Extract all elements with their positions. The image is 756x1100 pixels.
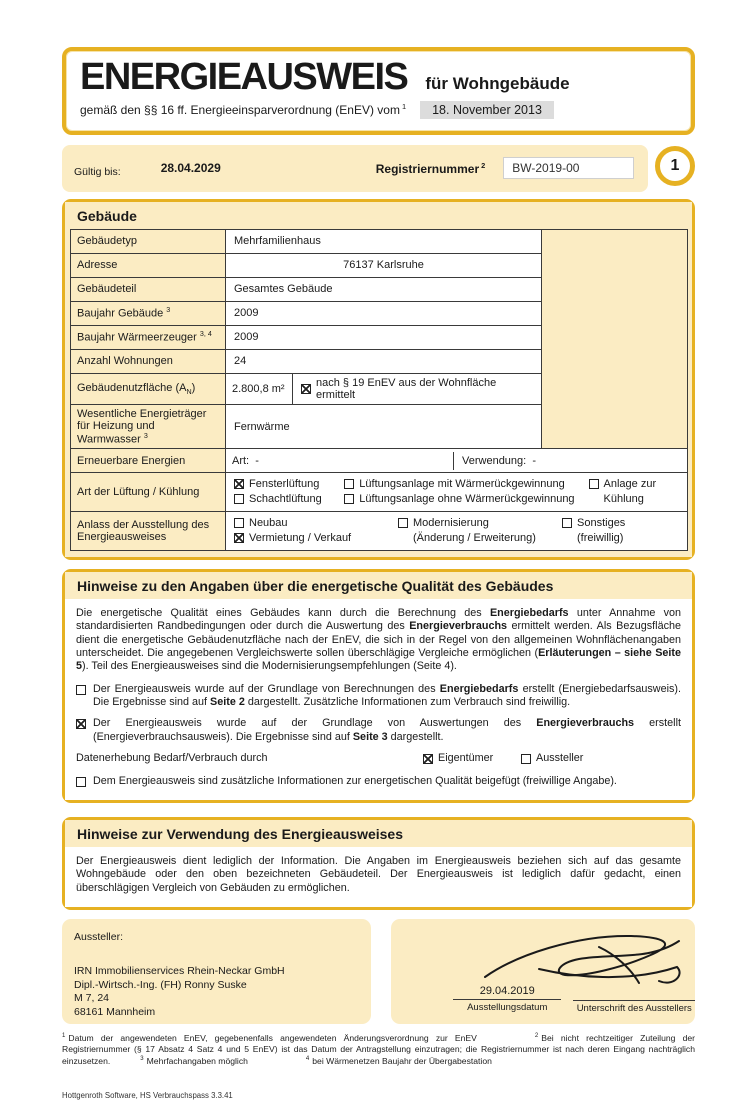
cooling-system-checkbox[interactable] <box>589 479 599 489</box>
footnote-3-num: 3 <box>140 1055 144 1062</box>
usage-notes-text: Der Energieausweis dient lediglich der Information. Die Angaben im Energieausweis beziehen sich auf das gesamte Wohngebäude oder den oben bezeichneten Gebäudeteil. Der Energieausweis ist lediglich dafür gedacht, einen überschlägigen Vergleich von Gebäuden zu ermöglichen. <box>76 854 681 894</box>
consumption-certificate-checkbox[interactable] <box>76 719 86 729</box>
footnote-ref-1: 1 <box>401 102 407 112</box>
quality-notes-intro: Die energetische Qualität eines Gebäudes kann durch die Berechnung des Energiebedarfs unter Annahme von standardisierten Randbedingungen oder durch die Auswertung des Energieverbrauchs ermittelt werden. Als Bezugsfläche dient die energetische Gebäudenutzfläche nach der EnEV, die sich in der Regel von den allgemeinen Wohnflächenangaben unterscheidet. Die angegebenen Vergleichswerte sollen überschlägige Vergleiche ermöglichen (Erläuterungen – siehe Seite 5). Teil des Energieausweises sind die Modernisierungsempfehlungen (Seite 4). <box>76 606 682 673</box>
ventilation-with-hr-checkbox[interactable] <box>344 479 354 489</box>
issuer-company: IRN Immobilienservices Rhein-Neckar GmbH <box>74 965 285 978</box>
demand-certificate-option: Der Energieausweis wurde auf der Grundlage von Berechnungen des Energiebedarfs erstellt (Energiebedarfsausweis). Die Ergebnisse sind auf Seite 2 dargestellt. Zusätzliche Informationen zum Verbrauch sind freiwillig. <box>76 683 681 710</box>
validity-strip <box>62 145 648 192</box>
footnote-ref-2: 2 <box>481 160 486 170</box>
footnote-3-text: Mehrfachangaben möglich <box>146 1055 248 1066</box>
building-part-label: Gebäudeteil <box>71 277 226 301</box>
window-ventilation-checkbox[interactable] <box>234 479 244 489</box>
usage-notes-title: Hinweise zur Verwendung des Energieausweises <box>65 820 692 847</box>
validity-row <box>62 145 695 192</box>
issuer-person: Dipl.-Wirtsch.-Ing. (FH) Ronny Suske <box>74 978 247 991</box>
valid-until-date: 28.04.2029 <box>160 161 221 176</box>
demand-certificate-checkbox[interactable] <box>76 685 86 695</box>
signature-image <box>481 927 691 993</box>
issuer-label: Aussteller: <box>74 931 124 944</box>
shaft-ventilation-checkbox[interactable] <box>234 494 244 504</box>
building-part-value: Gesamtes Gebäude <box>226 277 542 301</box>
building-section <box>62 199 695 560</box>
software-footer: Hottgenroth Software, HS Verbrauchspass 3.3.41 <box>62 1091 233 1100</box>
table-row <box>71 449 688 473</box>
signature-box <box>391 919 695 1024</box>
energy-carrier-value: Fernwärme <box>226 404 542 449</box>
energy-carrier-label: Wesentliche Energieträger für Heizung und Warmwasser $^3$ <box>71 404 226 449</box>
title-subtitle: für Wohngebäude <box>425 74 570 93</box>
apartment-count-label: Anzahl Wohnungen <box>71 349 226 373</box>
footnote-4-num: 4 <box>305 1055 310 1062</box>
ventilation-label: Art der Lüftung / Kühlung <box>71 473 226 512</box>
usable-area-method: nach § 19 EnEV aus der Wohnfläche ermittelt <box>292 374 541 404</box>
table-row: Art der Lüftung / Kühlung Fensterlüftung Schachtlüftung Lüftungsanlage mit Wärmerückgewinnung Lüftungsanlage ohne Wärmerückgewinnung Anlage zur Kühlung <box>71 473 688 512</box>
footnote-2-text: Bei nicht rechtzeitiger Zuteilung der Registriernummer (§ 17 Absatz 4 Satz 4 und 5 EnEV) ist das Datum der Antragstellung einzutragen; die Registriernummer ist nach deren Eingang nachträglich einzusetzen. <box>62 1033 695 1066</box>
construction-year-value: 2009 <box>226 301 542 325</box>
usage-notes-section <box>62 817 695 910</box>
signature-line <box>573 985 695 1001</box>
address-label: Adresse <box>71 253 226 277</box>
other-reason-checkbox[interactable] <box>562 518 572 528</box>
ventilation-without-hr-checkbox[interactable] <box>344 494 354 504</box>
title-box <box>62 47 695 135</box>
footnote-4-text: bei Wärmenetzen Baujahr der Übergabestation <box>312 1055 492 1066</box>
issue-date: 29.04.2019 <box>453 985 561 1000</box>
renewables-usage: Verwendung: - <box>453 452 687 470</box>
building-type-value: Mehrfamilienhaus <box>226 229 542 253</box>
data-collection-label: Datenerhebung Bedarf/Verbrauch durch <box>76 752 268 765</box>
law-reference-text: gemäß den §§ 16 ff. Energieeinsparverordnung (EnEV) vom $^1$ <box>80 102 407 118</box>
usable-area-value: 2.800,8 m² <box>232 382 285 395</box>
footnotes-block <box>62 1033 695 1067</box>
issuer-checkbox[interactable] <box>521 754 531 764</box>
issuer-street: M 7, 24 <box>74 992 110 1005</box>
quality-notes-title: Hinweise zu den Angaben über die energetische Qualität des Gebäudes <box>65 572 692 599</box>
new-building-checkbox[interactable] <box>234 518 244 528</box>
building-section-title: Gebäude <box>65 202 692 229</box>
heat-generator-year-value: 2009 <box>226 325 542 349</box>
address-value: 76137 Karlsruhe <box>226 253 542 277</box>
construction-year-label: Baujahr Gebäude $^3$ <box>71 301 226 325</box>
signature-caption: Unterschrift des Ausstellers <box>576 1003 692 1015</box>
renewables-art: Art: - <box>232 454 259 467</box>
owner-checkbox[interactable] <box>423 754 433 764</box>
registry-number-label: Registriernummer $^2$ <box>375 160 486 176</box>
issuer-city: 68161 Mannheim <box>74 1006 156 1018</box>
usable-area-label: Gebäudenutzfläche $(A_N)$ <box>71 373 226 404</box>
issue-date-caption: Ausstellungsdatum <box>467 1002 548 1014</box>
issuer-row <box>62 919 695 1024</box>
issue-reason-label: Anlass der Ausstellung des Energieausweises <box>71 512 226 551</box>
footnote-2-num: 2 <box>534 1033 539 1040</box>
valid-until-label: Gültig bis: <box>74 166 121 179</box>
apartment-count-value: 24 <box>226 349 542 373</box>
table-row: Anlass der Ausstellung des Energieausweises Neubau Vermietung / Verkauf Modernisierung (Änderung / Erweiterung) Sonstiges (freiwillig) <box>71 512 688 551</box>
consumption-certificate-option: Der Energieausweis wurde auf der Grundlage von Auswertungen des Energieverbrauchs erstellt (Energieverbrauchsausweis). Die Ergebnisse sind auf Seite 3 dargestellt. <box>76 717 681 744</box>
building-type-label: Gebäudetyp <box>71 229 226 253</box>
quality-notes-section <box>62 569 695 803</box>
data-collection-row: Datenerhebung Bedarf/Verbrauch durch Eigentümer Aussteller <box>76 752 584 765</box>
building-table <box>70 229 688 551</box>
modernization-sub-label: (Änderung / Erweiterung) <box>413 531 536 544</box>
building-photo-area <box>542 229 688 449</box>
footnote-1-text: Datum der angewendeten EnEV, gegebenenfalls angewendeten Änderungsverordnung zur EnEV <box>68 1033 477 1044</box>
issuer-box <box>62 919 371 1024</box>
footnote-1-num: 1 <box>62 1033 66 1040</box>
renewables-label: Erneuerbare Energien <box>71 449 226 473</box>
table-row <box>71 229 688 253</box>
other-reason-sub-label: (freiwillig) <box>577 531 624 544</box>
area-method-checkbox[interactable] <box>301 384 311 394</box>
extra-info-option: Dem Energieausweis sind zusätzliche Informationen zur energetischen Qualität beigefügt (freiwillige Angabe). <box>76 775 681 788</box>
enev-date-box: 18. November 2013 <box>420 101 554 119</box>
heat-generator-year-label: Baujahr Wärmeerzeuger $^{3, 4}$ <box>71 325 226 349</box>
extra-info-checkbox[interactable] <box>76 777 86 787</box>
registry-number-field[interactable]: BW-2019-00 <box>503 157 634 179</box>
rental-sale-checkbox[interactable] <box>234 533 244 543</box>
page-title: ENERGIEAUSWEIS <box>80 56 408 98</box>
modernization-checkbox[interactable] <box>398 518 408 528</box>
page-number-badge: 1 <box>655 146 695 186</box>
